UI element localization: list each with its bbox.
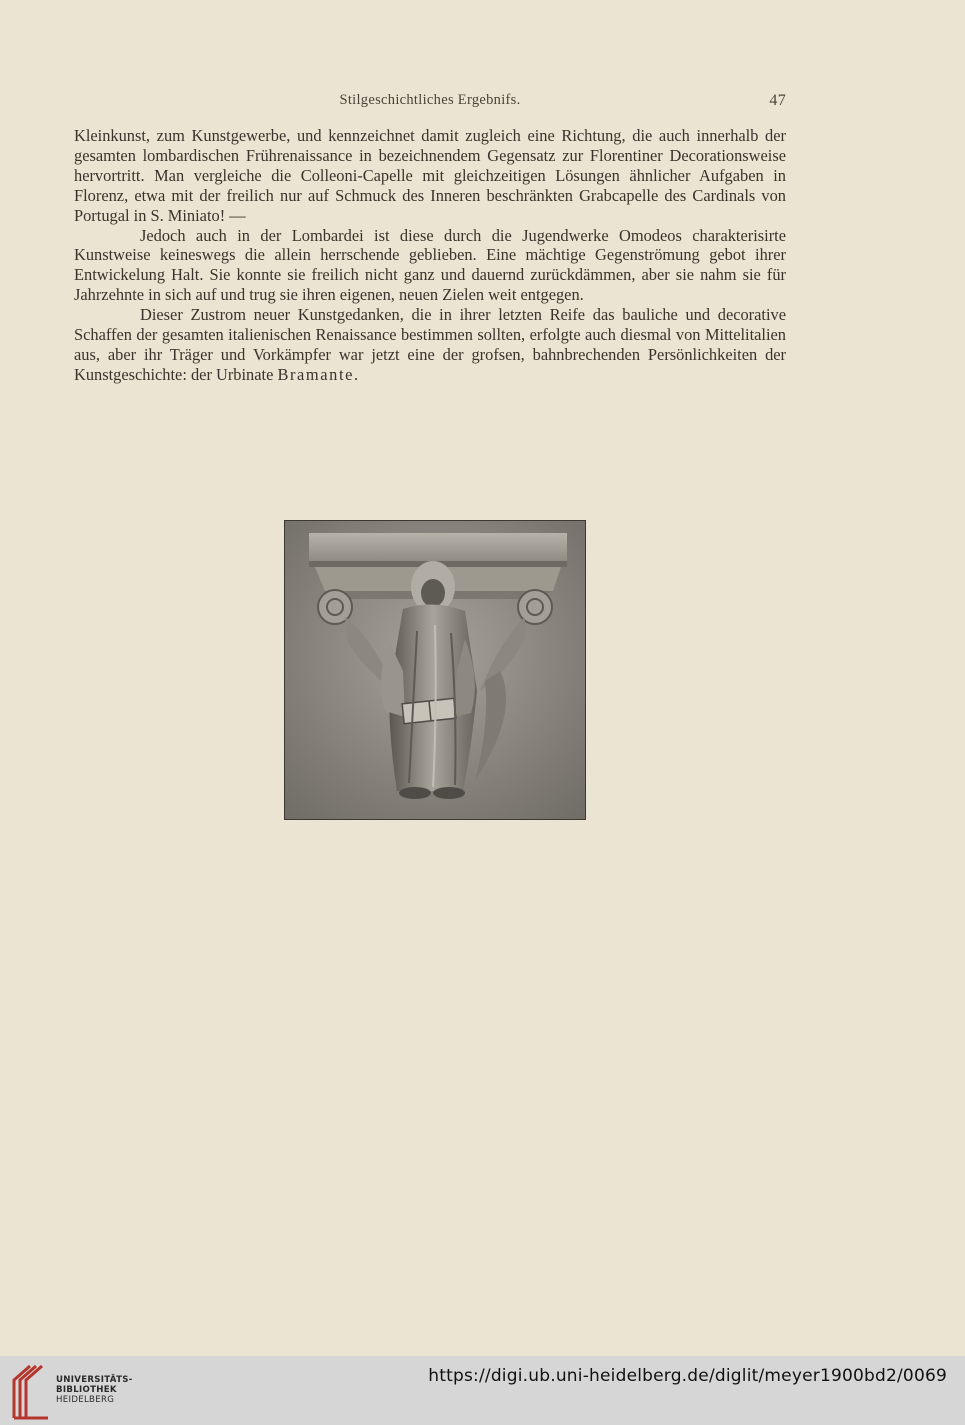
source-url-link[interactable]: https://digi.ub.uni-heidelberg.de/diglit/meyer1900bd2/0069 — [428, 1366, 947, 1386]
paragraph-1: Kleinkunst, zum Kunstgewerbe, und kennzeichnet damit zugleich eine Richtung, die auch innerhalb der gesamten lombardischen Frührenaissance in bezeichnendem Gegensatz zur Florentiner Decorationsweise hervortritt. Man vergleiche die Colleoni-Capelle mit gleichzeitigen Lösungen ähnlicher Aufgaben in Florenz, etwa mit der freilich nur auf Schmuck des Inneren beschränkten Grabcapelle des Cardinals von Portugal in S. Miniato! — — [74, 126, 786, 225]
running-head — [74, 92, 786, 114]
figure-capital-relief — [284, 520, 586, 820]
logo-text — [56, 1375, 133, 1405]
paragraph-3 — [74, 305, 786, 385]
page-number: 47 — [769, 92, 786, 109]
running-title: Stilgeschichtliches Ergebnifs. — [339, 92, 521, 108]
logo-line-1: UNIVERSITÄTS- — [56, 1375, 133, 1385]
footer-bar — [0, 1356, 965, 1425]
paragraph-3-text: Dieser Zustrom neuer Kunstgedanken, die in ihrer letzten Reife das bauliche und decorative Schaffen der gesamten italienischen Renaissance bestimmen sollten, erfolgte auch diesmal von Mittelitalien aus, aber ihr Träger und Vorkämpfer war jetzt eine der grofsen, bahnbrechenden Persönlichkeiten der Kunstgeschichte: der Urbinate — [74, 305, 786, 384]
university-library-logo-icon — [8, 1364, 52, 1420]
spaced-name-bramante: Bramante — [277, 364, 354, 384]
capital-relief-illustration — [285, 521, 585, 819]
logo-line-3: HEIDELBERG — [56, 1395, 115, 1405]
body-text — [74, 126, 786, 385]
logo-line-2: BIBLIOTHEK — [56, 1385, 117, 1395]
paragraph-3-end: . — [353, 364, 359, 384]
paragraph-2: Jedoch auch in der Lombardei ist diese durch die Jugendwerke Omodeos charakterisirte Kunstweise keineswegs die allein herrschende geblieben. Eine mächtige Gegenströmung gebot ihrer Entwickelung Halt. Sie konnte sie freilich nicht ganz und dauernd zurückdämmen, aber sie nahm sie für Jahrzehnte in sich auf und trug sie ihren eigenen, neuen Zielen weit entgegen. — [74, 225, 786, 305]
